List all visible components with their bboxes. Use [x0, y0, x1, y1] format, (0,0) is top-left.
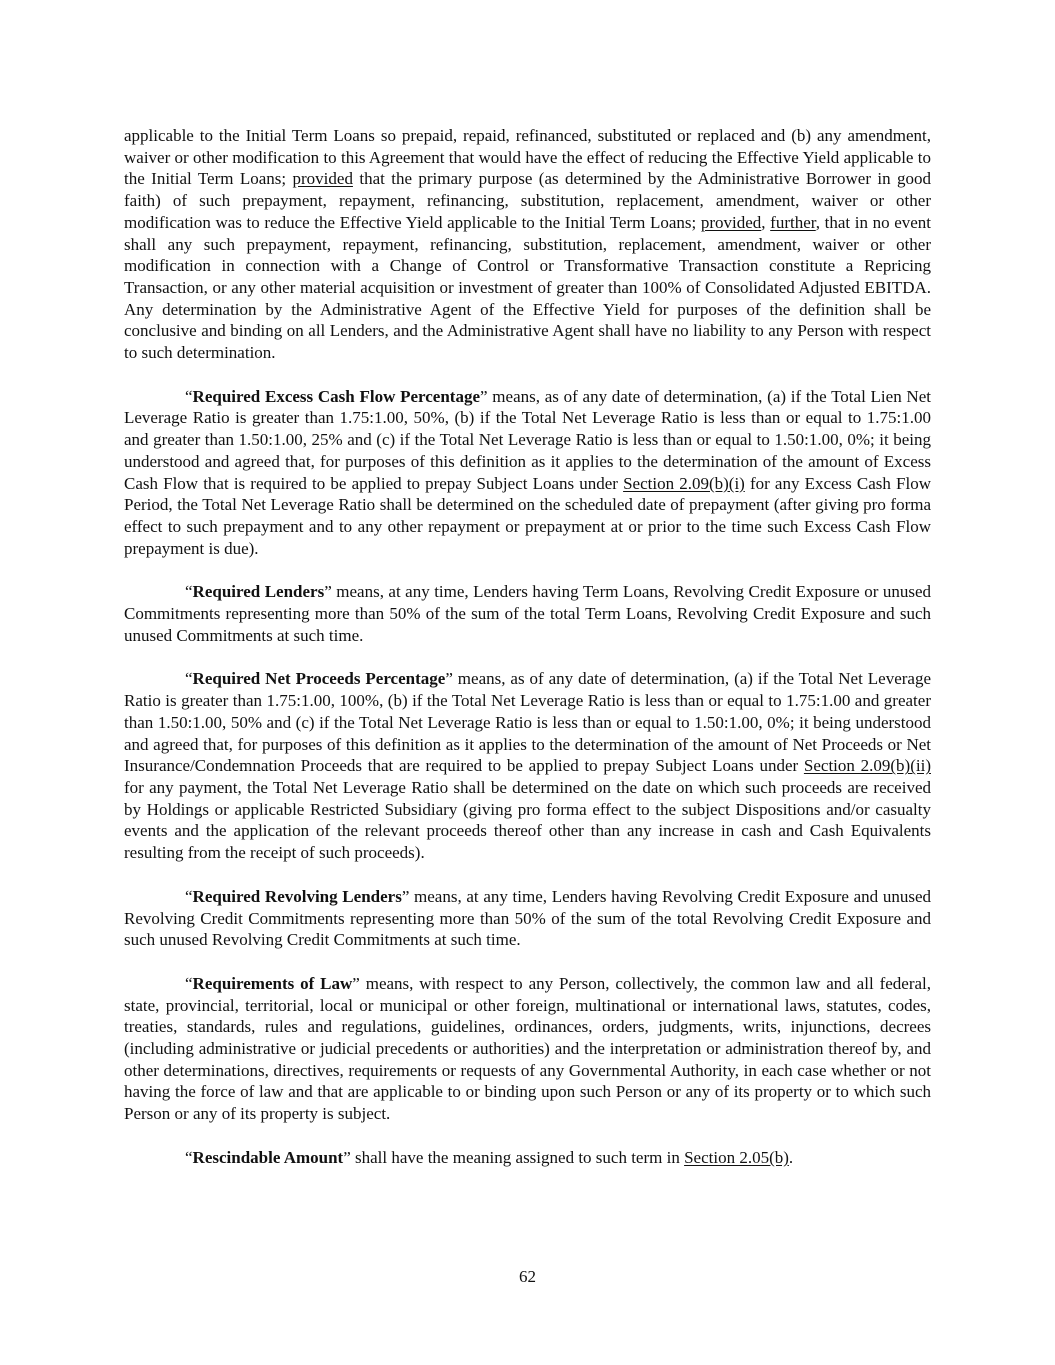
- open-quote: “: [185, 582, 193, 602]
- section-reference[interactable]: Section 2.09(b)(ii): [803, 756, 931, 776]
- text-run: applicable to the Initial Term Loans so prepaid, repaid, refinanced, substituted or replaced and (b) any amendment, waiver or other modification to this Agreement that would have the effect of reducing the Effective Yield applicable to the Initial Term Loans;: [124, 126, 931, 189]
- open-quote: “: [185, 669, 193, 689]
- definition-required-lenders: [124, 581, 931, 646]
- defined-term: Required Lenders: [192, 582, 325, 602]
- open-quote: “: [185, 973, 193, 993]
- text-run: ” means, as of any date of determination, (a) if the Total Lien Net Leverage Ratio is greater than 1.75:1.00, 50%, (b) if the Total Net Leverage Ratio is less than or equal to 1.75:1.00 and greater than 1.50:1.00, 25% and (c) if the Total Net Leverage Ratio is less than or equal to 1.50:1.00, 0%; it being understood and agreed that, for purposes of this definition as it applies to the determination of the amount of Excess Cash Flow that is required to be applied to prepay Subject Loans under: [124, 386, 931, 493]
- provided-underlined: provided: [700, 212, 762, 232]
- further-underlined: further: [770, 212, 816, 232]
- definition-required-excess-cash-flow-percentage: [124, 386, 931, 560]
- text-run: for any payment, the Total Net Leverage Ratio shall be determined on the date on which such proceeds are received by Holdings or applicable Restricted Subsidiary (giving pro forma effect to the subject Dispositions and/or casualty events and the application of the relevant proceeds thereof other than any increase in cash and Cash Equivalents resulting from the receipt of such proceeds).: [124, 777, 931, 863]
- definition-required-revolving-lenders: [124, 886, 931, 951]
- page-number: 62: [519, 1267, 536, 1286]
- text-run: , that in no event shall any such prepayment, repayment, refinancing, substitution, replacement, amendment, waiver or other modification in connection with a Change of Control or Transformative Transaction constitute a Repricing Transaction, or any other material acquisition or investment of greater than 100% of Consolidated Adjusted EBITDA. Any determination by the Administrative Agent of the Effective Yield for purposes of the definition shall be conclusive and binding on all Lenders, and the Administrative Agent shall have no liability to any Person with respect to such determination.: [124, 212, 932, 363]
- defined-term: Rescindable Amount: [192, 1147, 344, 1167]
- defined-term: Required Excess Cash Flow Percentage: [192, 386, 481, 406]
- text-run: ” means, as of any date of determination, (a) if the Total Net Leverage Ratio is greater than 1.75:1.00, 100%, (b) if the Total Net Leverage Ratio is less than or equal to 1.75:1.00 and greater than 1.50:1.00, 50% and (c) if the Total Net Leverage Ratio is less than or equal to 1.50:1.00, 0%; it being understood and agreed that, for purposes of this definition as it applies to the determination of the amount of Net Proceeds or Net Insurance/Condemnation Proceeds that are required to be applied to prepay Subject Loans under: [124, 669, 931, 776]
- document-page: [124, 125, 931, 1191]
- open-quote: “: [185, 1147, 193, 1167]
- text-run: ” means, at any time, Lenders having Term Loans, Revolving Credit Exposure or unused Commitments representing more than 50% of the sum of the total Term Loans, Revolving Credit Exposure and such unused Commitments at such time.: [124, 582, 931, 645]
- section-reference[interactable]: Section 2.05(b): [684, 1147, 789, 1167]
- definition-rescindable-amount: [124, 1147, 931, 1169]
- text-run: .: [788, 1147, 794, 1167]
- text-run: ” shall have the meaning assigned to such term in: [343, 1147, 685, 1167]
- section-reference[interactable]: Section 2.09(b)(i): [623, 473, 745, 493]
- defined-term: Required Net Proceeds Percentage: [192, 669, 446, 689]
- text-run: for any Excess Cash Flow Period, the Total Net Leverage Ratio shall be determined on the scheduled date of prepayment (after giving pro forma effect to such prepayment and to any other repayment or prepayment at or prior to the time such Excess Cash Flow prepayment is due).: [124, 473, 932, 558]
- text-run: ,: [761, 212, 771, 232]
- definition-required-net-proceeds-percentage: [124, 668, 931, 863]
- provided-underlined: provided: [292, 169, 353, 189]
- defined-term: Requirements of Law: [192, 973, 353, 993]
- definition-requirements-of-law: [124, 973, 931, 1125]
- defined-term: Required Revolving Lenders: [192, 886, 402, 906]
- text-run: ” means, with respect to any Person, collectively, the common law and all federal, state, provincial, territorial, local or municipal or other foreign, multinational or international laws, statutes, codes, treaties, standards, rules and regulations, guidelines, ordinances, orders, judgments, writs, injunctions, decrees (including administrative or judicial precedents or authorities) and the interpretation or administration thereof by, and other determinations, directives, requirements or requests of any Governmental Authority, in each case whether or not having the force of law and that are applicable to or binding upon such Person or any of its property or to which such Person or any of its property is subject.: [124, 973, 931, 1124]
- open-quote: “: [185, 386, 193, 406]
- open-quote: “: [185, 886, 193, 906]
- paragraph-effective-yield-continuation: [124, 125, 931, 364]
- text-run: ” means, at any time, Lenders having Revolving Credit Exposure and unused Revolving Credit Commitments representing more than 50% of the sum of the total Revolving Credit Exposure and such unused Revolving Credit Commitments at such time.: [124, 886, 931, 950]
- text-run: that the primary purpose (as determined by the Administrative Borrower in good faith) of such prepayment, repayment, refinancing, substitution, replacement, amendment, waiver or other modification was to reduce the Effective Yield applicable to the Initial Term Loans;: [124, 169, 931, 232]
